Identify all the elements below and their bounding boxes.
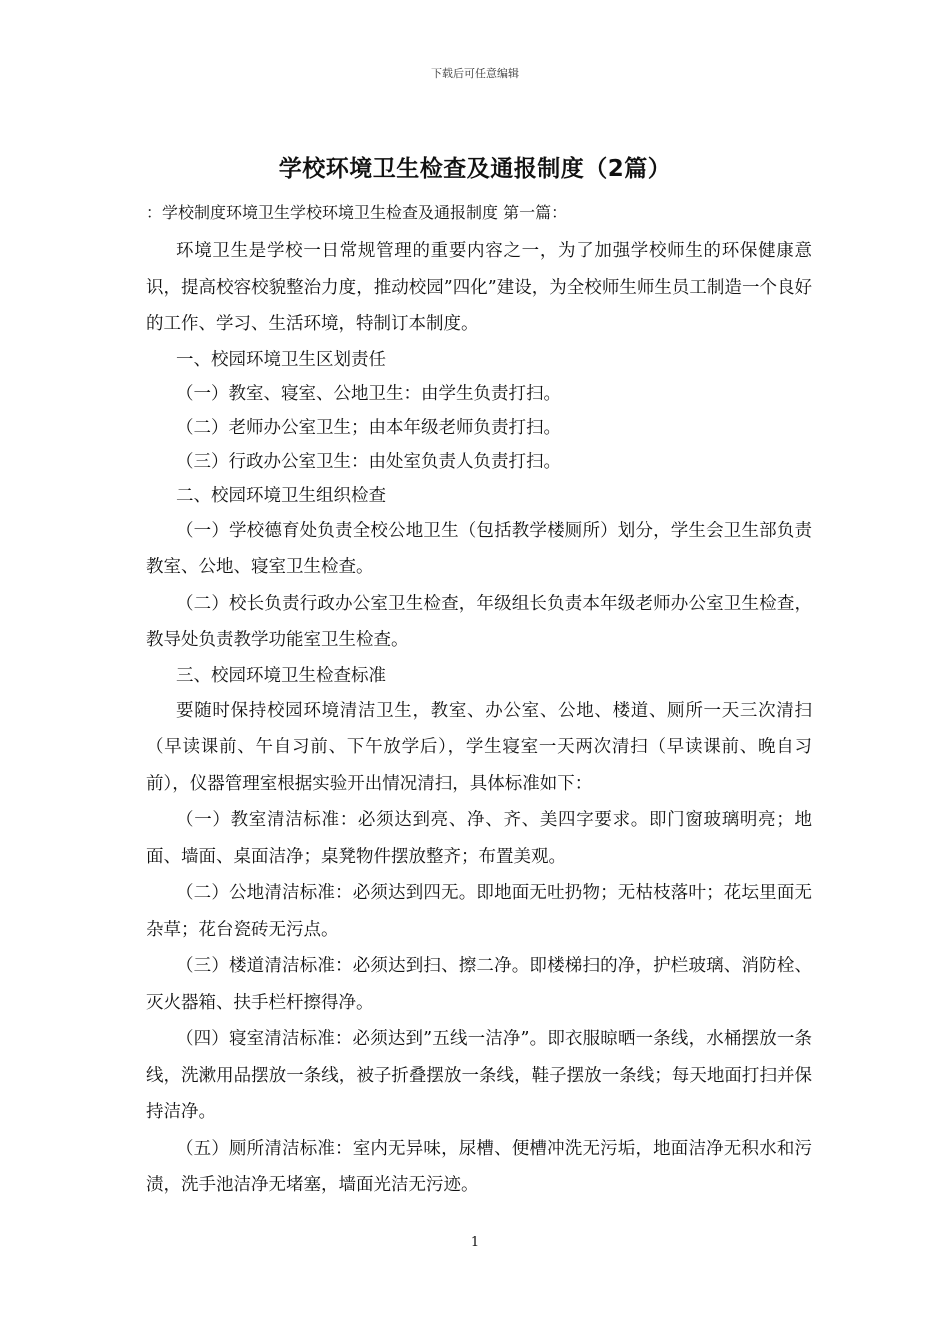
- paragraph: （二）校长负责行政办公室卫生检查，年级组长负责本年级老师办公室卫生检查，教导处负责教学功能室卫生检查。: [146, 593, 812, 650]
- paragraph: 要随时保持校园环境清洁卫生，教室、办公室、公地、楼道、厕所一天三次清扫（早读课前、午自习前、下午放学后），学生寝室一天两次清扫（早读课前、晚自习前），仪器管理室根据实验开出情况清扫，具体标准如下：: [146, 700, 812, 794]
- section-heading: 三、校园环境卫生检查标准: [176, 665, 386, 686]
- paragraph: （一）学校德育处负责全校公地卫生（包括教学楼厕所）划分，学生会卫生部负责教室、公地、寝室卫生检查。: [146, 520, 812, 577]
- page-header-note: 下载后可任意编辑: [431, 67, 519, 80]
- document-body: [146, 233, 812, 1204]
- paragraph: （五）厕所清洁标准：室内无异味，尿槽、便槽冲洗无污垢，地面洁净无积水和污渍，洗手池洁净无堵塞，墙面光洁无污迹。: [146, 1138, 812, 1195]
- paragraph: （二）老师办公室卫生；由本年级老师负责打扫。: [176, 417, 561, 438]
- section-heading: 一、校园环境卫生区划责任: [176, 349, 386, 370]
- document-title: 学校环境卫生检查及通报制度（2篇）: [278, 156, 672, 182]
- paragraph: （三）楼道清洁标准：必须达到扫、擦二净。即楼梯扫的净，护栏玻璃、消防栓、灭火器箱、扶手栏杆擦得净。: [146, 956, 812, 1013]
- section-heading: 二、校园环境卫生组织检查: [176, 485, 386, 506]
- document-subtitle: ：学校制度环境卫生学校环境卫生检查及通报制度 第一篇：: [146, 203, 568, 222]
- paragraph: （二）公地清洁标准：必须达到四无。即地面无吐扔物；无枯枝落叶；花坛里面无杂草；花台瓷砖无污点。: [146, 883, 812, 940]
- paragraph: （四）寝室清洁标准：必须达到”五线一洁净”。即衣服晾晒一条线，水桶摆放一条线，洗漱用品摆放一条线，被子折叠摆放一条线，鞋子摆放一条线；每天地面打扫并保持洁净。: [146, 1029, 812, 1122]
- page-number: 1: [470, 1235, 480, 1250]
- paragraph: （三）行政办公室卫生：由处室负责人负责打扫。: [176, 451, 561, 472]
- paragraph: （一）教室、寝室、公地卫生：由学生负责打扫。: [176, 383, 561, 404]
- paragraph: 环境卫生是学校一日常规管理的重要内容之一，为了加强学校师生的环保健康意识，提高校容校貌整治力度，推动校园”四化”建设，为全校师生师生员工制造一个良好的工作、学习、生活环境，特制订本制度。: [146, 241, 812, 334]
- paragraph: （一）教室清洁标准：必须达到亮、净、齐、美四字要求。即门窗玻璃明亮；地面、墙面、桌面洁净；桌凳物件摆放整齐；布置美观。: [146, 810, 812, 867]
